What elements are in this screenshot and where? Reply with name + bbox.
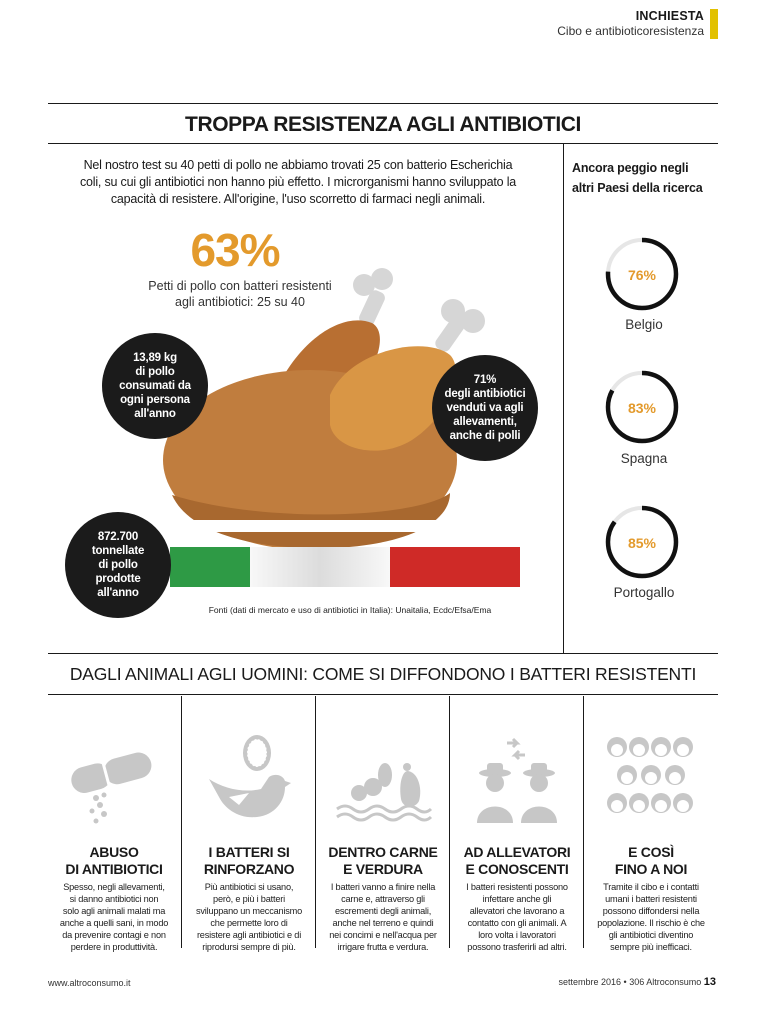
step-text-line: Spesso, negli allevamenti, xyxy=(63,882,165,892)
chicken-bacteria-icon xyxy=(199,731,299,831)
step-title-line: E COSÌ xyxy=(628,844,674,860)
step-title-line: FINO A NOI xyxy=(614,861,688,877)
step-text-line: Più antibiotici si usano, xyxy=(204,882,294,892)
sources-note: Fonti (dati di mercato e uso di antibiotici in Italia): Unaitalia, Ecdc/Efsa/Ema xyxy=(208,605,492,615)
bubble-line: ogni persona xyxy=(120,394,190,406)
step-text-line: contatto con gli animali. A xyxy=(467,918,567,928)
intro-line: coli, su cui gli antibiotici non hanno più effetto. I microrganismi hanno sviluppato la xyxy=(79,175,517,189)
country-label: Belgio xyxy=(625,317,663,332)
pills-icon xyxy=(64,731,164,831)
step-text-line: carne e, attraverso gli xyxy=(341,894,425,904)
step-text-line: gli antibiotici diventino xyxy=(608,930,694,940)
bubble-line: all'anno xyxy=(134,408,176,420)
highlight-percentage: 63% xyxy=(190,224,280,276)
step-text-line: Tramite il cibo e i contatti xyxy=(603,882,699,892)
step-text-line: nei concimi e nell'acqua per xyxy=(329,930,437,940)
bubble-line: 872.700 xyxy=(97,531,139,543)
flag-white xyxy=(250,547,390,587)
step-text-line: escrementi degli animali, xyxy=(334,906,432,916)
step-text-line: solo agli animali malati ma xyxy=(62,906,166,916)
step-text-line: irrigare frutta e verdura. xyxy=(337,942,429,952)
title-rule xyxy=(48,143,718,144)
sidebar-title-line: Ancora peggio negli xyxy=(572,161,689,175)
bubble-line: 71% xyxy=(473,374,497,386)
step-text-line: anche nel terreno e quindi xyxy=(332,918,434,928)
step-text-line: allevatori che lavorano a xyxy=(469,906,565,916)
step-text-line: però, e più i batteri xyxy=(213,894,285,904)
sidebar-title-line: altri Paesi della ricerca xyxy=(572,181,703,195)
step-text xyxy=(456,881,578,953)
step-title-line: RINFORZANO xyxy=(203,861,295,877)
step-text-line: loro volta i lavoratori xyxy=(478,930,556,940)
step-title-line: DI ANTIBIOTICI xyxy=(65,861,163,877)
step-text xyxy=(322,881,444,953)
people-icon xyxy=(601,731,701,831)
section-label: INCHIESTA xyxy=(635,9,704,23)
bubble-line: venduti va agli xyxy=(446,402,524,414)
stat-bubble-production xyxy=(65,512,171,618)
farmers-icon xyxy=(467,731,567,831)
country-label: Portogallo xyxy=(613,585,675,600)
bubble-line: degli antibiotici xyxy=(444,388,526,400)
flag-green xyxy=(170,547,250,587)
bubble-line: anche di polli xyxy=(449,430,521,442)
bubble-line: di pollo xyxy=(135,366,175,378)
step-text-line: riprodursi sempre di più. xyxy=(202,942,296,952)
bubble-line: allevamenti, xyxy=(453,416,517,428)
footer-issue-text: settembre 2016 • 306 Altroconsumo xyxy=(558,977,702,987)
stat-bubble-consumption xyxy=(102,333,208,439)
step-text-line: I batteri resistenti possono xyxy=(466,882,568,892)
step-column-farmers xyxy=(450,696,584,960)
step-title xyxy=(182,844,316,878)
bubble-line: prodotte xyxy=(95,573,141,585)
section-title: DAGLI ANIMALI AGLI UOMINI: COME SI DIFFONDONO I BATTERI RESISTENTI xyxy=(69,664,697,684)
step-title-line: E VERDURA xyxy=(343,861,423,877)
donut-value: 85% xyxy=(627,535,657,551)
step-text-line: infettare anche gli xyxy=(482,894,552,904)
step-text xyxy=(188,881,310,953)
front-bone xyxy=(433,299,485,354)
caption-line: agli antibiotici: 25 su 40 xyxy=(175,295,305,309)
top-rule xyxy=(48,103,718,104)
step-text xyxy=(53,881,175,953)
step-text xyxy=(590,881,712,953)
bubble-line: all'anno xyxy=(97,587,139,599)
bubble-line: di pollo xyxy=(98,559,138,571)
step-title-line: AD ALLEVATORI xyxy=(463,844,571,860)
step-title-line: ABUSO xyxy=(89,844,139,860)
step-text-line: possono diffondersi nella xyxy=(602,906,700,916)
step-column-food xyxy=(316,696,450,960)
step-column-abuse xyxy=(47,696,181,960)
caption-line: Petti di pollo con batteri resistenti xyxy=(148,279,332,293)
section-rule xyxy=(48,653,718,654)
step-title xyxy=(584,844,718,878)
subsection-label: Cibo e antibioticoresistenza xyxy=(557,24,704,38)
flag-red xyxy=(390,547,520,587)
step-text-line: possono trasferirli ad altri. xyxy=(467,942,567,952)
column-divider xyxy=(563,143,564,653)
step-title xyxy=(316,844,450,878)
bubble-line: consumati da xyxy=(119,380,191,392)
step-text-line: si danno antibiotici non xyxy=(69,894,159,904)
step-text-line: umani i batteri resistenti xyxy=(605,894,697,904)
bubble-line: 13,89 kg xyxy=(133,352,177,364)
step-text-line: resistere agli antibiotici e di xyxy=(196,930,302,940)
donut-value: 76% xyxy=(627,267,657,283)
step-column-people xyxy=(584,696,718,960)
bubble-line: tonnellate xyxy=(91,545,145,557)
step-text-line: anche a quelli sani, in modo xyxy=(59,918,169,928)
step-text-line: popolazione. Il rischio è che xyxy=(597,918,705,928)
step-title xyxy=(450,844,584,878)
step-text-line: sempre più inefficaci. xyxy=(610,942,692,952)
step-text-line: sviluppano un meccanismo xyxy=(195,906,303,916)
sidebar-title xyxy=(572,158,722,198)
plate xyxy=(168,520,450,532)
country-label: Spagna xyxy=(620,451,668,466)
step-text-line: perdere in produttività. xyxy=(70,942,158,952)
step-column-bacteria xyxy=(182,696,316,960)
section-accent-bar xyxy=(710,9,718,39)
step-title-line: DENTRO CARNE xyxy=(328,844,438,860)
page-number: 13 xyxy=(703,976,716,988)
stat-bubble-antibiotics xyxy=(432,355,538,461)
step-text-line: da prevenire contagi e non xyxy=(62,930,166,940)
page-title: TROPPA RESISTENZA AGLI ANTIBIOTICI xyxy=(185,113,581,136)
highlight-caption xyxy=(115,278,365,310)
step-text-line: I batteri vanno a finire nella xyxy=(330,882,436,892)
step-title xyxy=(47,844,181,878)
step-title-line: E CONOSCENTI xyxy=(465,861,569,877)
intro-line: capacità di resistere. All'origine, l'uso scorretto di farmaci negli animali. xyxy=(110,192,486,206)
food-icon xyxy=(333,731,433,831)
intro-line: Nel nostro test su 40 petti di pollo ne abbiamo trovati 25 con batterio Escherichia xyxy=(83,158,513,172)
donut-value: 83% xyxy=(627,400,657,416)
intro-text xyxy=(48,157,548,208)
footer-issue xyxy=(559,976,717,988)
step-text-line: che permette loro di xyxy=(210,918,288,928)
step-title-line: I BATTERI SI xyxy=(208,844,290,860)
footer-url[interactable]: www.altroconsumo.it xyxy=(48,978,131,988)
